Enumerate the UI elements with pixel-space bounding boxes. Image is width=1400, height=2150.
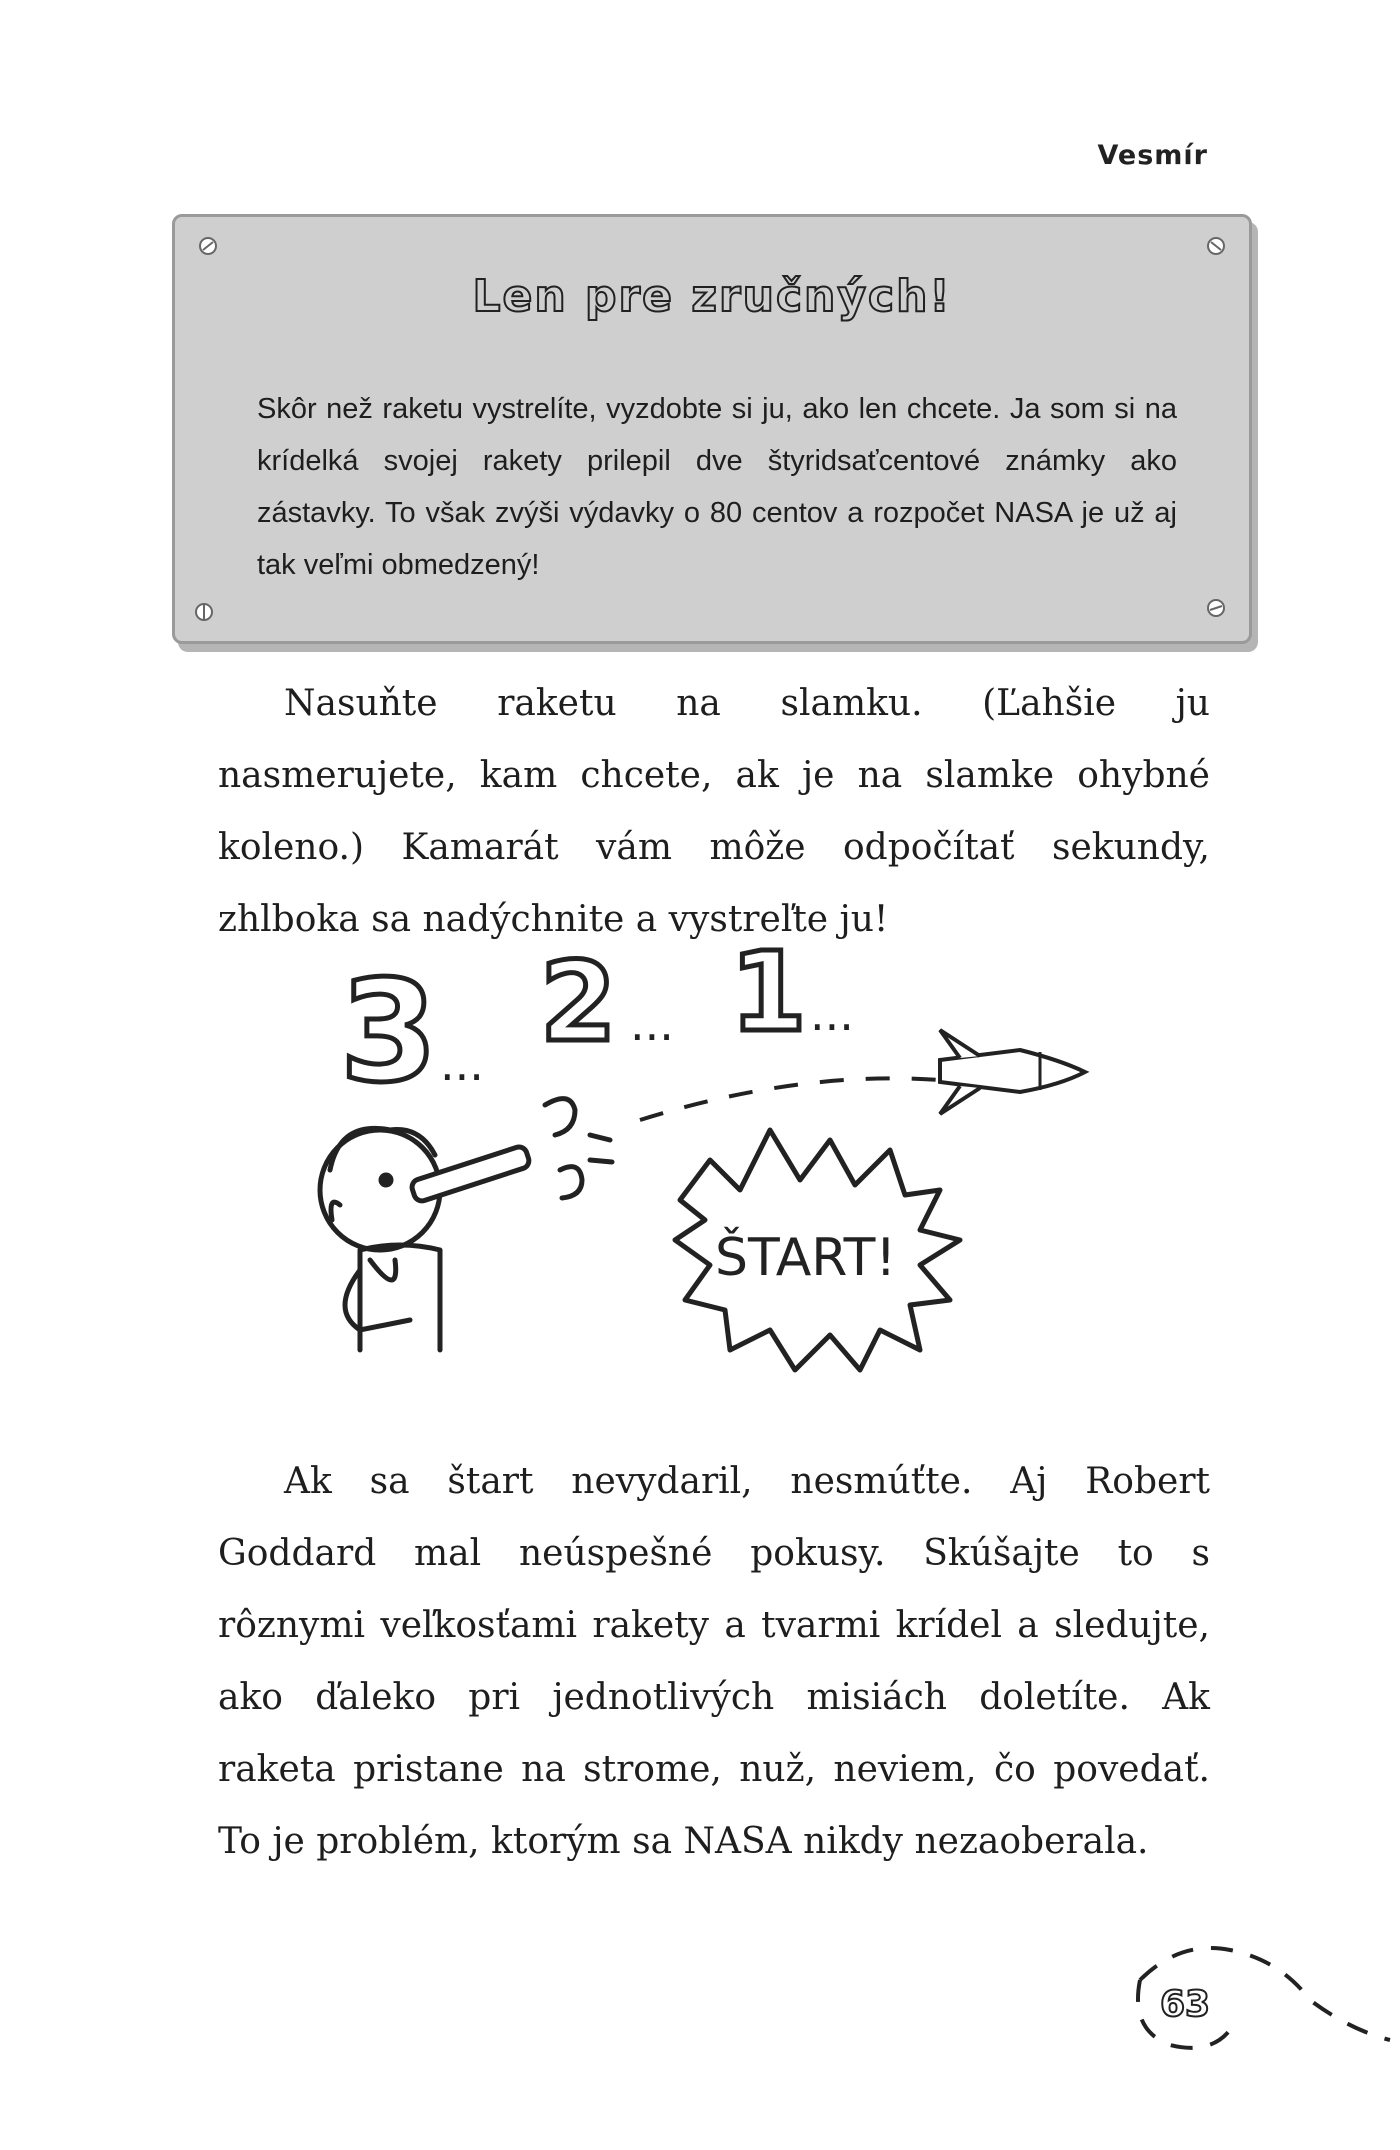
boy-blowing-straw-icon [320, 1099, 612, 1350]
running-head: Vesmír [1097, 140, 1208, 171]
screw-icon [1205, 597, 1227, 619]
page-number-ornament [1120, 1920, 1400, 2080]
paragraph-text: Nasuňte raketu na slamku. (Ľahšie ju nasmerujete, kam chcete, ak je na slamke ohybné koleno.) Kamarát vám môže odpočítať sekundy, zhlboka sa nadýchnite a vystreľte ju! [218, 683, 1210, 940]
countdown-3: 3 [340, 951, 438, 1114]
screw-icon [197, 235, 219, 257]
start-burst-text: ŠTART! [715, 1228, 897, 1288]
countdown-dots: ... [630, 997, 674, 1051]
countdown-dots: ... [810, 987, 854, 1041]
rocket-icon [940, 1030, 1085, 1114]
screw-icon [1205, 235, 1227, 257]
screw-icon [193, 601, 215, 623]
sidebar-title: Len pre zručných! [472, 271, 952, 322]
sidebar-text: Skôr než raketu vystrelíte, vyzdobte si ju, ako len chcete. Ja som si na krídelká svojej rakety prilepil dve štyridsaťcentové známky ako zástavky. To však zvýši výdavky o 80 centov a rozpočet NASA je už aj tak veľmi obmedzený! [257, 393, 1177, 581]
sidebar-box [172, 214, 1252, 644]
flight-path [640, 1078, 940, 1120]
start-burst [675, 1130, 960, 1370]
countdown-illustration [300, 930, 1160, 1430]
body-paragraph [218, 1446, 1210, 1878]
countdown-1: 1 [730, 930, 807, 1056]
countdown-dots: ... [440, 1037, 484, 1091]
body-paragraph [218, 668, 1210, 956]
page-number: 63 [1160, 1984, 1211, 2025]
paragraph-text: Ak sa štart nevydaril, nesmúťte. Aj Robert Goddard mal neúspešné pokusy. Skúšajte to s rôznymi veľkosťami rakety a tvarmi krídel a sledujte, ako ďaleko pri jednotlivých misiách doletíte. Ak raketa pristane na strome, nuž, neviem, čo povedať. To je problém, ktorým sa NASA nikdy nezaoberala. [218, 1461, 1210, 1862]
countdown-2: 2 [540, 938, 617, 1066]
